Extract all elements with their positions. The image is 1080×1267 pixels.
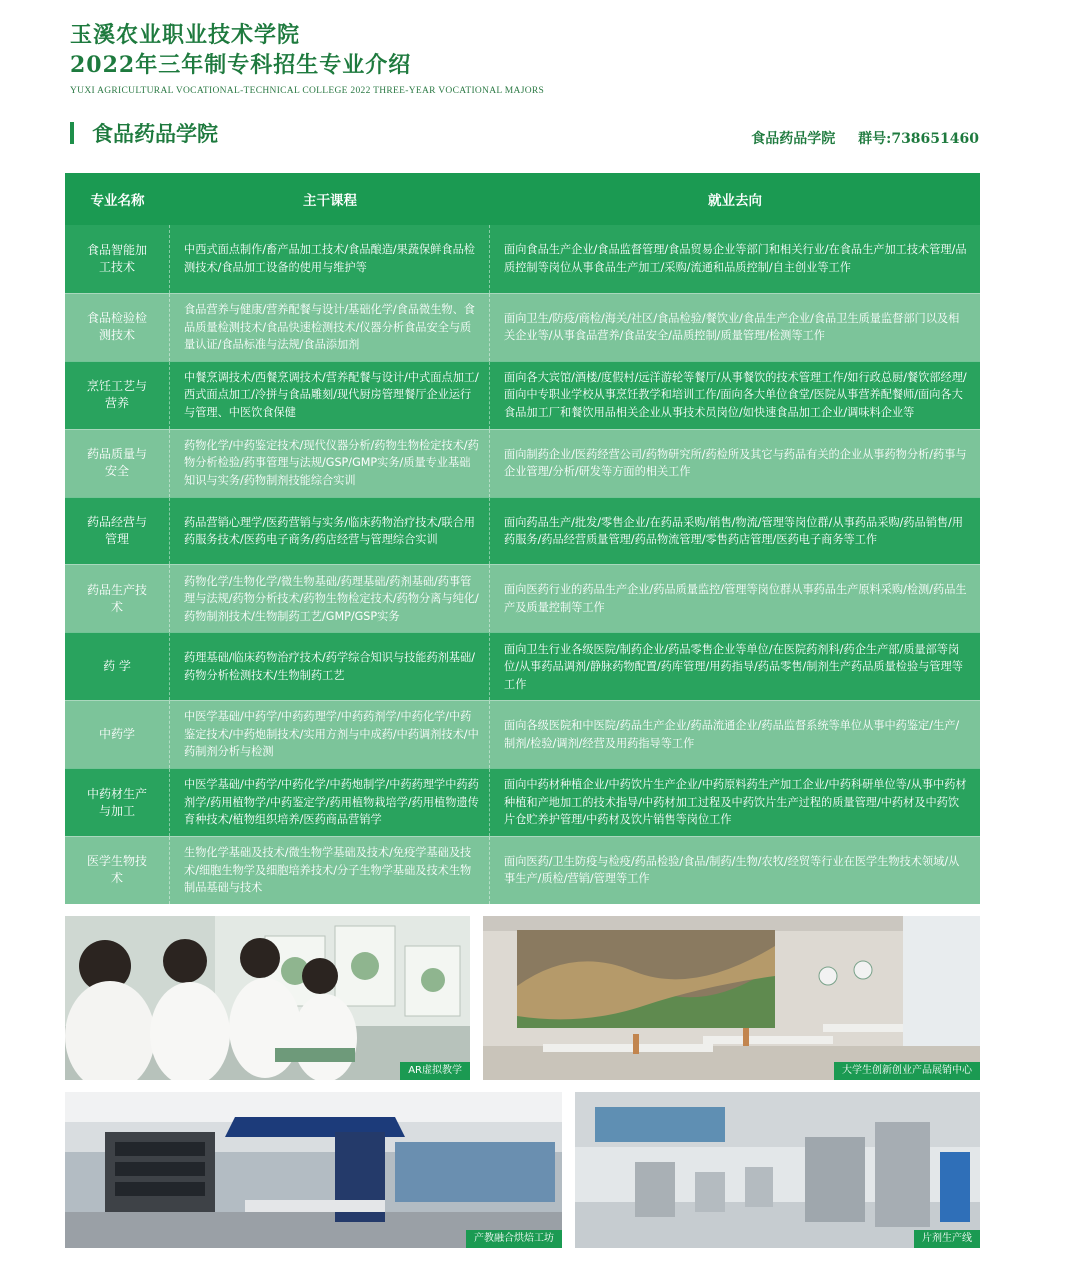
- employment-cell-text: 面向各级医院和中医院/药品生产企业/药品流通企业/药品监督系统等单位从事中药鉴定/生产/制剂/检验/调剂/经营及用药指导等工作: [504, 719, 960, 750]
- employment-cell: [490, 498, 980, 565]
- major-name-cell: [65, 294, 170, 361]
- header-employment: 就业去向: [708, 193, 762, 209]
- employment-cell-text: 面向食品生产企业/食品监督管理/食品贸易企业等部门和相关行业/在食品生产加工技术管理/品质控制等岗位从事食品生产加工/采购/流通和品质控制/自主创业等工作: [504, 243, 967, 274]
- major-name-cell-text: 药品生产技术: [86, 582, 147, 614]
- core-courses-cell-text: 药理基础/临床药物治疗技术/药学综合知识与技能药剂基础/药物分析检测技术/生物制药工艺: [184, 651, 475, 682]
- core-courses-cell: [170, 633, 490, 700]
- college-title: 玉溪农业职业技术学院: [70, 22, 301, 48]
- employment-cell-text: 面向医药行业的药品生产企业/药品质量监控/管理等岗位群从事药品生产原料采购/检测/药品生产及质量控制等工作: [504, 583, 967, 614]
- photo-ar-teaching: [65, 916, 470, 1080]
- employment-cell: [490, 225, 980, 293]
- employment-cell-text: 面向卫生行业各级医院/制药企业/药品零售企业等单位/在医院药剂科/药企生产部/质量部等岗位/从事药品调剂/静脉药物配置/药库管理/用药指导/药品零售/制剂生产药品质量检验与管理等工作: [504, 642, 963, 691]
- table-row: [65, 564, 980, 632]
- core-courses-cell: [170, 362, 490, 429]
- photo-caption: 产教融合烘焙工坊: [466, 1230, 562, 1248]
- core-courses-cell-text: 生物化学基础及技术/微生物学基础及技术/免疫学基础及技术/细胞生物学及细胞培养技术/分子生物学基础及技术生物制品基础与技术: [184, 846, 472, 895]
- major-name-cell-text: 医学生物技术: [86, 854, 147, 886]
- major-name-cell: [65, 362, 170, 429]
- exhibition-hall-image: [483, 916, 980, 1080]
- employment-cell: [490, 565, 980, 632]
- core-courses-cell: [170, 701, 490, 768]
- employment-cell: [490, 362, 980, 429]
- photo-baking-workshop: [65, 1092, 562, 1248]
- photo-innovation-center: [483, 916, 980, 1080]
- core-courses-cell: [170, 225, 490, 293]
- major-name-cell: [65, 633, 170, 700]
- section-title: 食品药品学院: [92, 121, 218, 146]
- core-courses-cell-text: 中餐烹调技术/西餐烹调技术/营养配餐与设计/中式面点加工/西式面点加工/冷拼与食品雕刻/现代厨房管理餐厅企业运行与管理、中医饮食保健: [184, 370, 479, 419]
- table-row: [65, 836, 980, 904]
- table-body: [65, 225, 980, 904]
- header-core-courses: 主干课程: [303, 193, 357, 209]
- major-name-cell: [65, 769, 170, 836]
- table-row: [65, 361, 980, 429]
- table-row: [65, 632, 980, 700]
- table-row: [65, 700, 980, 768]
- major-name-cell-text: 中药材生产与加工: [86, 786, 147, 818]
- core-courses-cell: [170, 565, 490, 632]
- employment-cell: [490, 294, 980, 361]
- major-name-cell: [65, 498, 170, 565]
- contact-college: 食品药品学院: [751, 131, 836, 147]
- table-row: [65, 225, 980, 293]
- employment-cell-text: 面向卫生/防疫/商检/海关/社区/食品检验/餐饮业/食品生产企业/食品卫生质量监督部门以及相关企业等/从事食品营养/食品安全/品质控制/质量管理/检测等工作: [504, 311, 960, 343]
- core-courses-cell-text: 药物化学/生物化学/微生物基础/药理基础/药剂基础/药事管理与法规/药物分析技术/药物生物检定技术/药物分离与纯化/药物制剂技术/生物制药工艺/GMP/GSP实务: [184, 574, 479, 623]
- major-name-cell: [65, 430, 170, 497]
- core-courses-cell: [170, 294, 490, 361]
- bakery-workshop-image: [65, 1092, 562, 1248]
- major-name-cell: [65, 565, 170, 632]
- table-row: [65, 293, 980, 361]
- table-header: [65, 173, 980, 225]
- production-line-image: [575, 1092, 980, 1248]
- major-name-cell-text: 中药学: [98, 727, 135, 742]
- employment-cell-text: 面向制药企业/医药经营公司/药物研究所/药检所及其它与药品有关的企业从事药物分析/药事与企业管理/分析/研发等方面的相关工作: [504, 447, 967, 479]
- core-courses-cell-text: 食品营养与健康/营养配餐与设计/基础化学/食品微生物、食品质量检测技术/食品快速检测技术/仪器分析食品安全与质量认证/食品标准与法规/食品添加剂: [184, 303, 475, 352]
- employment-cell-text: 面向医药/卫生防疫与检疫/药品检验/食品/制药/生物/农牧/经贸等行业在医学生物技术领域/从事生产/质检/营销/管理等工作: [504, 854, 960, 886]
- employment-cell: [490, 769, 980, 836]
- employment-cell-text: 面向药品生产/批发/零售企业/在药品采购/销售/物流/管理等岗位群/从事药品采购/药品销售/用药服务/药品经营质量管理/药品物流管理/零售药店管理/医药电子商务等工作: [504, 515, 964, 546]
- photo-caption: 片剂生产线: [914, 1230, 980, 1248]
- core-courses-cell: [170, 837, 490, 904]
- photo-caption: AR虚拟教学: [400, 1062, 470, 1080]
- major-name-cell-text: 烹饪工艺与营养: [86, 379, 147, 411]
- major-name-cell: [65, 837, 170, 904]
- employment-cell-text: 面向各大宾馆/酒楼/度假村/远洋游轮等餐厅/从事餐饮的技术管理工作/如行政总厨/餐饮部经理/面向中专职业学校从事烹饪教学和培训工作/面向各大单位食堂/医院从事营养配餐师/面向各大食品加工厂和餐饮用品相关企业从事技术员岗位/如快速食品加工企业/调味料企业等: [504, 370, 967, 419]
- employment-cell: [490, 701, 980, 768]
- table-row: [65, 429, 980, 497]
- section-accent-bar: [70, 122, 74, 144]
- majors-table: [65, 173, 980, 904]
- major-name-cell-text: 食品智能加工技术: [86, 242, 147, 274]
- photo-tablet-production-line: [575, 1092, 980, 1248]
- major-name-cell-text: 食品检验检测技术: [86, 311, 147, 343]
- employment-cell-text: 面向中药材种植企业/中药饮片生产企业/中药原料药生产加工企业/中药科研单位等/从事中药材种植和产地加工的技术指导/中药材加工过程及中药饮片生产过程的质量管理/中药材及中药饮片仓贮养护管理/中药材及饮片销售等岗位工作: [504, 778, 967, 827]
- employment-cell: [490, 837, 980, 904]
- header-major-name: 专业名称: [90, 193, 145, 209]
- english-subtitle: YUXI AGRICULTURAL VOCATIONAL-TECHNICAL COLLEGE 2022 THREE-YEAR VOCATIONAL MAJORS: [70, 86, 545, 96]
- core-courses-cell-text: 药物化学/中药鉴定技术/现代仪器分析/药物生物检定技术/药物分析检验/药事管理与法规/GSP/GMP实务/质量专业基础知识与实务/药物制剂技能综合实训: [184, 438, 479, 487]
- contact-group-number: 群号:738651460: [858, 131, 979, 147]
- core-courses-cell: [170, 769, 490, 836]
- major-name-cell-text: 药品质量与安全: [86, 447, 147, 479]
- core-courses-cell-text: 中医学基础/中药学/中药药理学/中药药剂学/中药化学/中药鉴定技术/中药炮制技术/实用方剂与中成药/中药调剂技术/中药制剂分析与检测: [184, 710, 479, 759]
- core-courses-cell: [170, 498, 490, 565]
- major-name-cell: [65, 701, 170, 768]
- major-name-cell-text: 药品经营与管理: [86, 515, 147, 546]
- major-name-cell-text: 药 学: [103, 659, 131, 674]
- core-courses-cell-text: 中医学基础/中药学/中药化学/中药炮制学/中药药理学中药药剂学/药用植物学/中药鉴定学/药用植物栽培学/药用植物遗传育种技术/植物组织培养/医药商品营销学: [184, 778, 479, 827]
- employment-cell: [490, 633, 980, 700]
- table-row: [65, 768, 980, 836]
- table-row: [65, 497, 980, 565]
- major-name-cell: [65, 225, 170, 293]
- photo-caption: 大学生创新创业产品展销中心: [834, 1062, 980, 1080]
- contact-info: [733, 128, 979, 148]
- core-courses-cell: [170, 430, 490, 497]
- employment-cell: [490, 430, 980, 497]
- core-courses-cell-text: 药品营销心理学/医药营销与实务/临床药物治疗技术/联合用药服务技术/医药电子商务/药店经营与管理综合实训: [184, 515, 475, 546]
- core-courses-cell-text: 中西式面点制作/畜产品加工技术/食品酿造/果蔬保鲜食品检测技术/食品加工设备的使用与维护等: [184, 243, 475, 274]
- admissions-title: 2022年三年制专科招生专业介绍: [70, 52, 412, 78]
- lab-students-image: [65, 916, 470, 1080]
- page-header: [70, 20, 544, 96]
